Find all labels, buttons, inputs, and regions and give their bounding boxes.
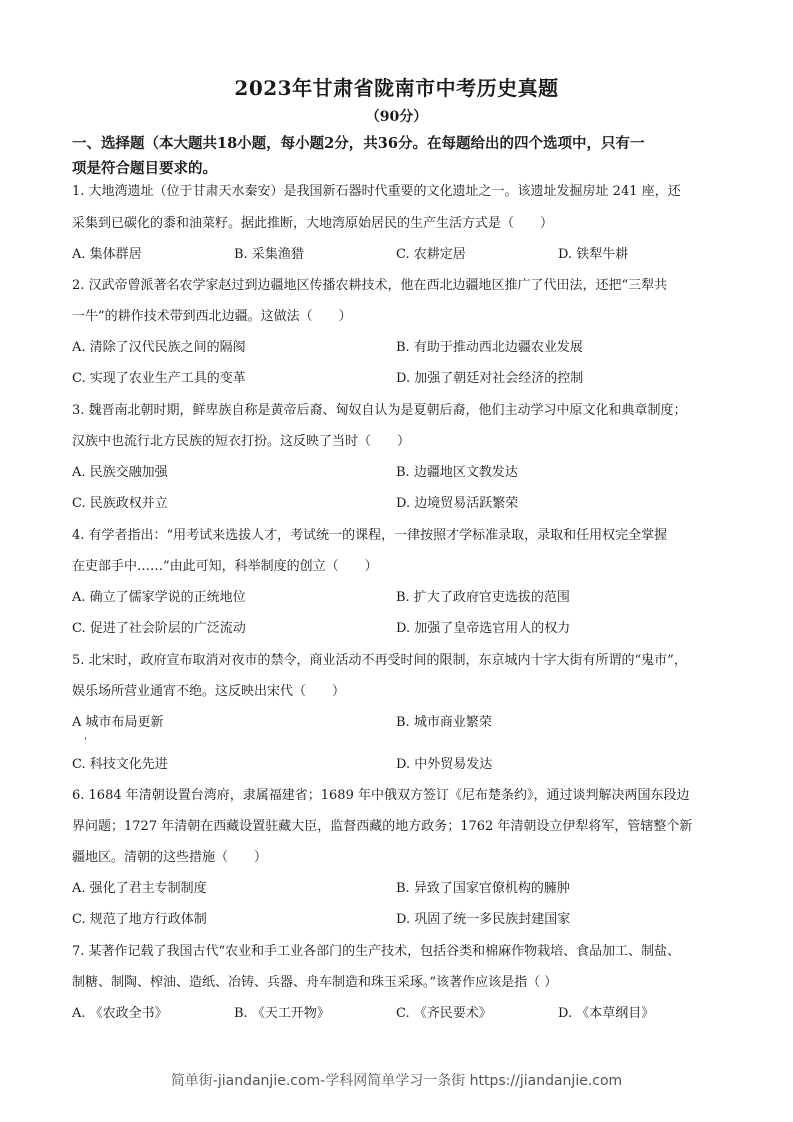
- question-2-text-line-1: 2. 汉武帝曾派著名农学家赵过到边疆地区传播农耕技术，他在西北边疆地区推广了代田法，还把“三犁共: [72, 278, 668, 293]
- question-6-option-c: C. 规范了地方行政体制: [72, 912, 207, 927]
- question-2-option-b: B. 有助于推动西北边疆农业发展: [396, 340, 583, 355]
- question-1-option-d: D. 铁犁牛耕: [558, 247, 629, 262]
- question-1-text-line-1: 1. 大地湾遗址（位于甘肃天水秦安）是我国新石器时代重要的文化遗址之一。该遗址发掘房址 241 座，还: [72, 184, 681, 199]
- question-7-option-d: D. 《本草纲目》: [558, 1006, 655, 1021]
- question-6-option-d: D. 巩固了统一多民族封建国家: [396, 912, 571, 927]
- stray-mark: [85, 737, 86, 740]
- question-5-text-line-2: 娱乐场所营业通宵不绝。这反映出宋代（ ）: [72, 684, 346, 699]
- question-5-option-c: C. 科技文化先进: [72, 757, 168, 772]
- question-6-text-line-3: 疆地区。清朝的这些措施（ ）: [72, 850, 268, 865]
- question-3-option-c: C. 民族政权并立: [72, 496, 168, 511]
- question-4-text-line-1: 4. 有学者指出：“用考试来选拔人才，考试统一的课程，一律按照才学标准录取，录取和任用权完全掌握: [72, 528, 668, 543]
- question-2-option-a: A. 清除了汉代民族之间的隔阂: [72, 340, 246, 355]
- question-7-option-b: B. 《天工开物》: [234, 1006, 330, 1021]
- total-score: （90分）: [365, 109, 428, 125]
- question-7-text-line-1: 7. 某著作记载了我国古代“农业和手工业各部门的生产技术，包括谷类和棉麻作物栽培、食品加工、制盐、: [72, 944, 681, 959]
- question-3-text-line-1: 3. 魏晋南北朝时期，鲜卑族自称是黄帝后裔、匈奴自认为是夏朝后裔，他们主动学习中原文化和典章制度；: [72, 403, 687, 418]
- question-6-option-b: B. 异致了国家官僚机构的臃肿: [396, 881, 570, 896]
- question-6-text-line-1: 6. 1684 年清朝设置台湾府，隶属福建省；1689 年中俄双方签订《尼布楚条约》，通过谈判解决两国东段边: [72, 788, 690, 803]
- section-heading-line-2: 项是符合题目要求的。: [72, 160, 217, 177]
- question-1-text-line-2: 采集到已碳化的黍和油菜籽。据此推断，大地湾原始居民的生产生活方式是（ ）: [72, 216, 554, 231]
- question-7-option-c: C. 《齐民要术》: [396, 1006, 492, 1021]
- question-5-text-line-1: 5. 北宋时，政府宣布取消对夜市的禁令，商业活动不再受时间的限制，东京城内十字大街有所谓的“鬼市”，: [72, 653, 687, 668]
- question-1-option-c: C. 农耕定居: [396, 247, 466, 262]
- page-title: 2023年甘肃省陇南市中考历史真题: [234, 76, 559, 100]
- question-6-option-a: A. 强化了君主专制制度: [72, 881, 207, 896]
- footer-watermark: 简单街-jiandanjie.com-学科网简单学习一条街 https://jiandanjie.com: [170, 1073, 623, 1089]
- question-1-option-b: B. 采集渔猎: [234, 247, 304, 262]
- question-7-text-line-2: 制糖、制陶、榨油、造纸、冶铸、兵器、舟车制造和珠玉采琢。”该著作应该是指（ ）: [72, 975, 558, 990]
- question-2-option-c: C. 实现了农业生产工具的变革: [72, 371, 246, 386]
- question-4-option-a: A. 确立了儒家学说的正统地位: [72, 590, 246, 605]
- question-2-option-d: D. 加强了朝廷对社会经济的控制: [396, 371, 584, 386]
- question-6-text-line-2: 界问题；1727 年清朝在西藏设置驻藏大臣，监督西藏的地方政务；1762 年清朝设立伊犁将军，管辖整个新: [72, 819, 693, 834]
- section-heading: [72, 131, 732, 181]
- question-3-option-b: B. 边疆地区文教发达: [396, 465, 518, 480]
- question-4-option-d: D. 加强了皇帝选官用人的权力: [396, 621, 571, 636]
- question-3-option-d: D. 边境贸易活跃繁荣: [396, 496, 519, 511]
- question-5-option-a: A 城市布局更新: [72, 715, 164, 730]
- question-2-text-line-2: 一牛”的耕作技术带到西北边疆。这做法（ ）: [72, 309, 352, 324]
- question-4-text-line-2: 在吏部手中……”由此可知，科举制度的创立（ ）: [72, 559, 378, 574]
- section-heading-line-1: 一、选择题（本大题共18小题，每小题2分，共36分。在每题给出的四个选项中，只有一: [72, 135, 645, 152]
- question-4-option-c: C. 促进了社会阶层的广泛流动: [72, 621, 246, 636]
- question-5-option-b: B. 城市商业繁荣: [396, 715, 492, 730]
- question-5-option-d: D. 中外贸易发达: [396, 757, 493, 772]
- question-7-option-a: A. 《农政全书》: [72, 1006, 168, 1021]
- question-4-option-b: B. 扩大了政府官吏选拔的范围: [396, 590, 570, 605]
- question-3-text-line-2: 汉族中也流行北方民族的短衣打扮。这反映了当时（ ）: [72, 434, 411, 449]
- question-1-option-a: A. 集体群居: [72, 247, 142, 262]
- question-3-option-a: A. 民族交融加强: [72, 465, 168, 480]
